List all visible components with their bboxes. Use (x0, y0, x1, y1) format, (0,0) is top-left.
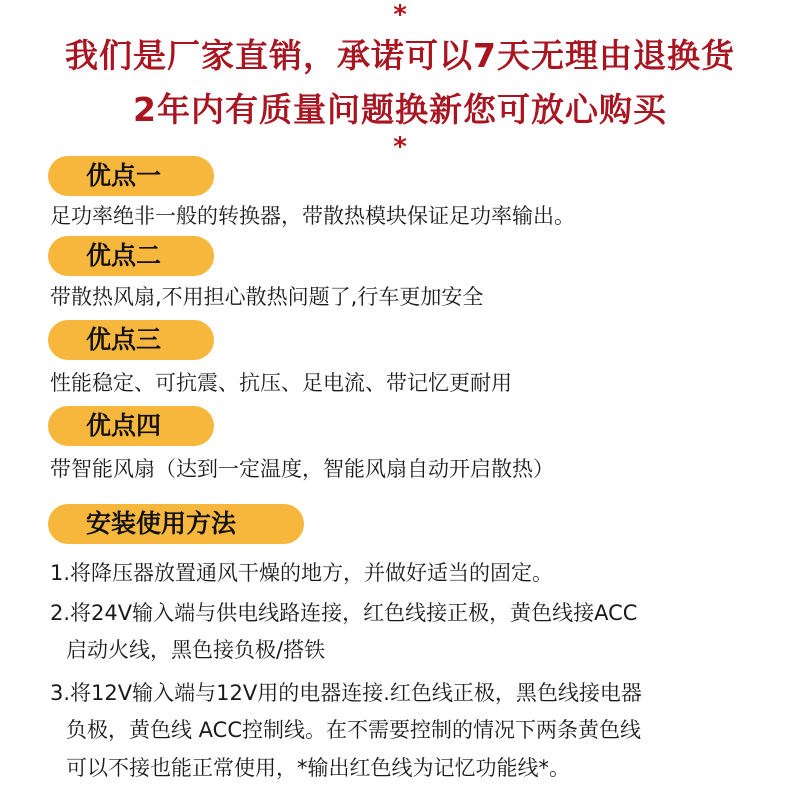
advantage-1-text: 足功率绝非一般的转换器，带散热模块保证足功率输出。 (50, 204, 575, 228)
install-step-3: 3.将12V输入端与12V用的电器连接.红色线正极，黑色线接电器 (50, 681, 642, 705)
advantage-2-text: 带散热风扇,不用担心散热问题了,行车更加安全 (50, 285, 484, 309)
advantage-1-label: 优点一 (48, 156, 214, 196)
install-step-2-cont: 启动火线，黑色接负极/搭铁 (66, 638, 326, 662)
star-bottom: * (393, 132, 407, 162)
install-method-label: 安装使用方法 (48, 504, 304, 544)
headline-line-1: 我们是厂家直销，承诺可以7天无理由退换货 (65, 36, 735, 75)
headline-line-2: 2年内有质量问题换新您可放心购买 (133, 90, 667, 129)
install-step-1: 1.将降压器放置通风干燥的地方，并做好适当的固定。 (50, 561, 554, 585)
star-top: * (393, 0, 407, 30)
install-step-3-cont-2: 可以不接也能正常使用，*输出红色线为记忆功能线*。 (66, 756, 570, 780)
advantage-4-label: 优点四 (48, 406, 214, 446)
advantage-4-text: 带智能风扇（达到一定温度，智能风扇自动开启散热） (50, 457, 554, 481)
install-step-2: 2.将24V输入端与供电线路连接，红色线接正极，黄色线接ACC (50, 601, 638, 625)
advantage-3-label: 优点三 (48, 320, 214, 360)
advantage-3-text: 性能稳定、可抗震、抗压、足电流、带记忆更耐用 (50, 371, 512, 395)
advantage-2-label: 优点二 (48, 236, 214, 276)
install-step-3-cont-1: 负极，黄色线 ACC控制线。在不需要控制的情况下两条黄色线 (66, 718, 641, 742)
